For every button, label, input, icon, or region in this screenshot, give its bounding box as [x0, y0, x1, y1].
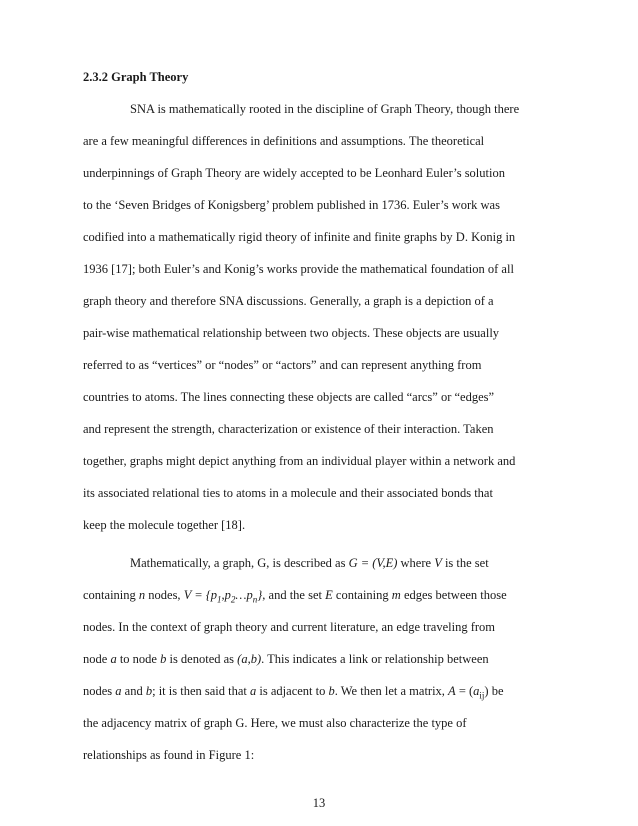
paragraph-1-line-2: are a few meaningful differences in definitions and assumptions. The theoretical [83, 134, 485, 148]
paragraph-1-line-5: codified into a mathematically rigid theory of infinite and finite graphs by D. Konig in [83, 230, 516, 244]
paragraph-1-line-14: keep the molecule together [18]. [83, 518, 246, 532]
paragraph-1-line-11: and represent the strength, characterization or existence of their interaction. Taken [83, 422, 494, 436]
paragraph-2-line-7: relationships as found in Figure 1: [83, 748, 255, 762]
page-number: 13 [312, 796, 326, 810]
paragraph-1-line-13: its associated relational ties to atoms in a molecule and their associated bonds that [83, 486, 493, 500]
paragraph-1-line-8: pair-wise mathematical relationship between two objects. These objects are usually [83, 326, 500, 340]
paragraph-2-line-3: nodes. In the context of graph theory and current literature, an edge traveling from [83, 620, 495, 634]
paragraph-2-line-2: containing n nodes, $V = \{p_1,p_2\dots p_n\}$, and the set E containing m edges between those [83, 588, 507, 605]
paragraph-2-line-4: node a to node b is denoted as (a,b). This indicates a link or relationship between [83, 652, 489, 666]
section-heading: 2.3.2 Graph Theory [83, 70, 189, 84]
paragraph-2-line-1: Mathematically, a graph, G, is described as G = (V,E) where V is the set [130, 556, 489, 570]
paragraph-1-line-4: to the ‘Seven Bridges of Konigsberg’ problem published in 1736. Euler’s work was [83, 198, 500, 212]
paragraph-1-line-3: underpinnings of Graph Theory are widely accepted to be Leonhard Euler’s solution [83, 166, 505, 180]
paragraph-1-line-7: graph theory and therefore SNA discussions. Generally, a graph is a depiction of a [83, 294, 494, 308]
paragraph-1-line-10: countries to atoms. The lines connecting these objects are called “arcs” or “edges” [83, 390, 495, 404]
paragraph-1-line-1: SNA is mathematically rooted in the discipline of Graph Theory, though there [130, 102, 520, 116]
paragraph-1-line-9: referred to as “vertices” or “nodes” or “actors” and can represent anything from [83, 358, 482, 372]
paragraph-1-line-12: together, graphs might depict anything from an individual player within a network and [83, 454, 516, 468]
paragraph-2-line-5: nodes a and b; it is then said that a is adjacent to b. We then let a matrix, $A = (a_{ij})$ be [83, 684, 504, 701]
paragraph-1-line-6: 1936 [17]; both Euler’s and Konig’s works provide the mathematical foundation of all [83, 262, 514, 276]
paragraph-2-line-6: the adjacency matrix of graph G. Here, we must also characterize the type of [83, 716, 467, 730]
